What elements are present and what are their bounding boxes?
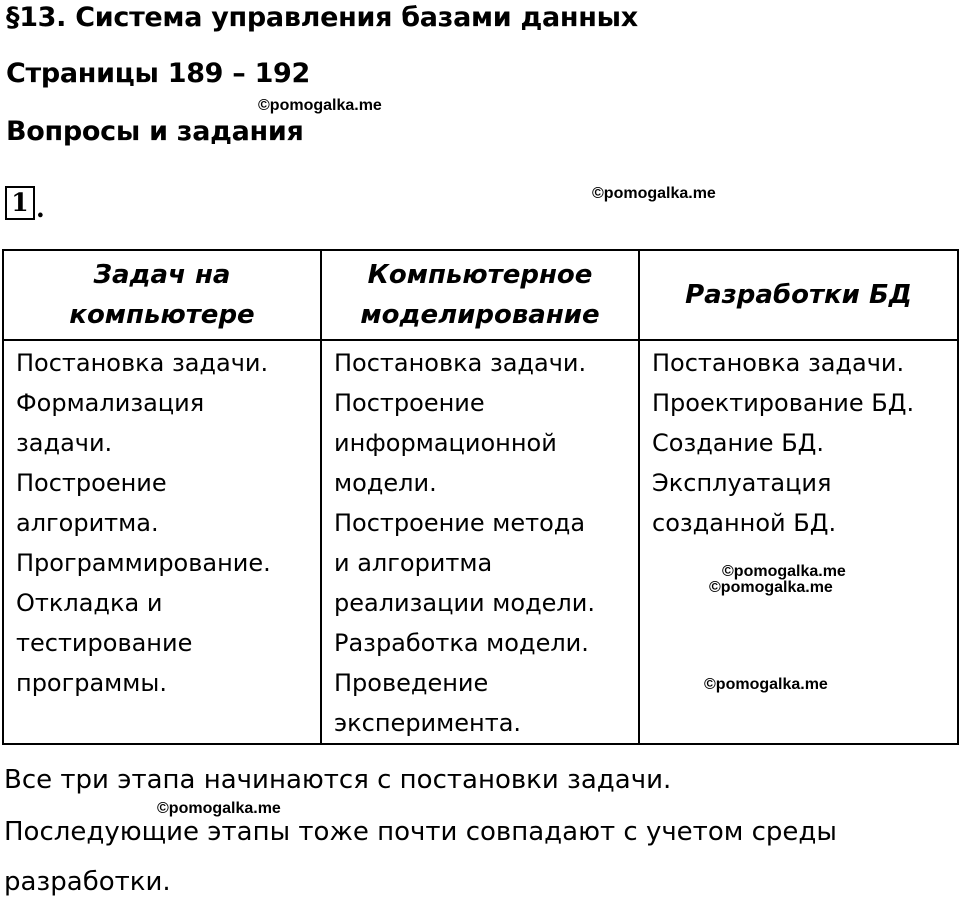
stage-item: реализации модели. <box>334 589 595 617</box>
section-title: Вопросы и задания <box>6 116 304 147</box>
stage-item: Постановка задачи. <box>652 349 905 377</box>
header-line: Задач на <box>93 260 231 290</box>
stage-item: Программирование. <box>16 549 271 577</box>
stage-item: модели. <box>334 469 437 497</box>
cell-tasks-stages <box>3 340 321 744</box>
stage-item: программы. <box>16 669 167 697</box>
stage-item: Создание БД. <box>652 429 825 457</box>
watermark: ©pomogalka.me <box>157 800 281 817</box>
stage-item: и алгоритма <box>334 549 493 577</box>
stages-table <box>2 249 959 745</box>
stage-item: алгоритма. <box>16 509 159 537</box>
watermark: ©pomogalka.me <box>592 185 716 202</box>
stage-item: Откладка и <box>16 589 163 617</box>
conclusion-line: разработки. <box>4 867 171 897</box>
header-cell-tasks <box>3 250 321 340</box>
stage-item: задачи. <box>16 429 113 457</box>
task-number-dot: . <box>36 194 45 223</box>
watermark: ©pomogalka.me <box>722 563 846 580</box>
task-number <box>5 186 45 223</box>
watermark: ©pomogalka.me <box>258 97 382 114</box>
page-range: Страницы 189 – 192 <box>6 58 311 89</box>
stage-item: Построение <box>16 469 167 497</box>
stage-item: Построение метода <box>334 509 586 537</box>
stage-item: Построение <box>334 389 485 417</box>
stage-item: Проведение <box>334 669 489 697</box>
header-cell-db-development <box>639 250 958 340</box>
task-number-box: 1 <box>5 186 35 220</box>
cell-modeling-stages <box>321 340 639 744</box>
watermark: ©pomogalka.me <box>709 579 833 596</box>
watermark: ©pomogalka.me <box>704 676 828 693</box>
stage-item: Формализация <box>16 389 205 417</box>
conclusion-line: Все три этапа начинаются с постановки задачи. <box>4 765 672 795</box>
header-line: моделирование <box>360 300 600 330</box>
header-cell-modeling <box>321 250 639 340</box>
stage-item: Эксплуатация <box>652 469 832 497</box>
stage-item: тестирование <box>16 629 193 657</box>
header-line: компьютере <box>69 300 255 330</box>
stage-item: эксперимента. <box>334 709 522 737</box>
stages-table-container <box>2 249 957 745</box>
page-title: §13. Система управления базами данных <box>6 2 638 33</box>
stage-item: созданной БД. <box>652 509 837 537</box>
header-line: Разработки БД <box>685 280 912 310</box>
stage-item: информационной <box>334 429 557 457</box>
table-header-row <box>3 250 958 340</box>
conclusion-line: Последующие этапы тоже почти совпадают с учетом среды <box>4 817 837 847</box>
stage-item: Постановка задачи. <box>16 349 269 377</box>
header-line: Компьютерное <box>367 260 593 290</box>
stage-item: Постановка задачи. <box>334 349 587 377</box>
stage-item: Проектирование БД. <box>652 389 915 417</box>
stage-item: Разработка модели. <box>334 629 589 657</box>
